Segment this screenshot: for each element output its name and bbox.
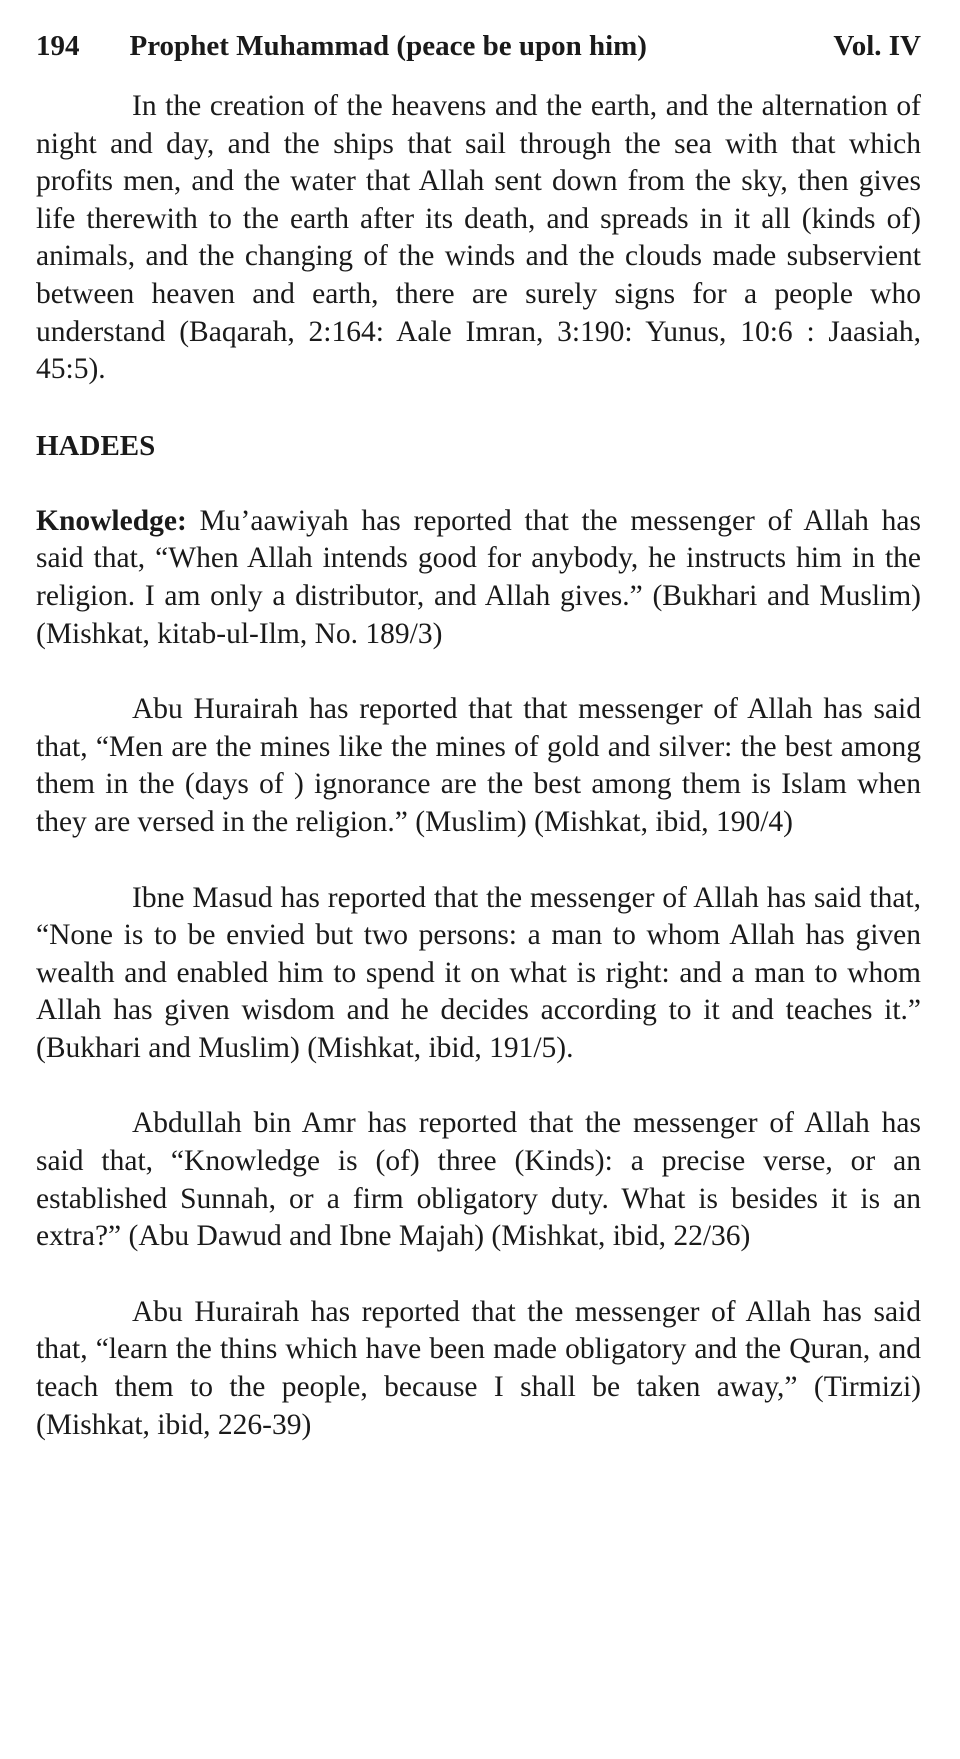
spacer — [36, 465, 921, 503]
hadith-paragraph-4: Abu Hurairah has reported that the messenger of Allah has said that, “learn the thins which have been made obligatory and the Quran, and teach them to the people, because I shall be taken away,” (Tirmizi) (Mishkat, ibid, 226-39) — [36, 1295, 921, 1441]
volume-label: Vol. IV — [833, 30, 921, 62]
section-heading: HADEES — [36, 429, 156, 462]
spacer — [36, 842, 921, 880]
book-page — [36, 24, 921, 1444]
spacer — [36, 653, 921, 691]
spacer — [36, 389, 921, 427]
hadith-paragraph-3: Abdullah bin Amr has reported that the messenger of Allah has said that, “Knowledge is (of) three (Kinds): a precise verse, or an established Sunnah, or a firm obligatory duty. What is besides it is an extra?” (Abu Dawud and Ibne Majah) (Mishkat, ibid, 22/36) — [36, 1107, 921, 1253]
knowledge-text: Mu’aawiyah has reported that the messenger of Allah has said that, “When Allah intends good for anybody, he instructs him in the religion. I am only a distributor, and Allah gives.” (Bukhari and Muslim) (Mishkat, kitab-ul-Ilm, No. 189/3) — [36, 504, 921, 650]
hadith-paragraph-1: Abu Hurairah has reported that that messenger of Allah has said that, “Men are the mines like the mines of gold and silver: the best among them in the (days of ) ignorance are the best among them is Islam when they are versed in the religion.” (Muslim) (Mishkat, ibid, 190/4) — [36, 693, 921, 838]
intro-paragraph: In the creation of the heavens and the earth, and the alternation of night and day, and the ships that sail through the sea with that which profits men, and the water that Allah sent down from the sky, then gives life therewith to the earth after its death, and spreads in it all (kinds of) animals, and the changing of the winds and the clouds made subservient between heaven and earth, there are surely signs for a people who understand (Baqarah, 2:164: Aale Imran, 3:190: Yunus, 10:6 : Jaasiah, 45:5). — [36, 90, 921, 386]
spacer — [36, 1256, 921, 1294]
book-title: Prophet Muhammad (peace be upon him) — [129, 30, 647, 62]
knowledge-paragraph — [36, 503, 921, 653]
knowledge-label: Knowledge: — [36, 504, 187, 537]
hadith-paragraph-2: Ibne Masud has reported that the messenger of Allah has said that, “None is to be envied but two persons: a man to whom Allah has given wealth and enabled him to spend it on what is right: and a man to whom Allah has given wisdom and he decides according to it and teaches it.” (Bukhari and Muslim) (Mishkat, ibid, 191/5). — [36, 881, 921, 1064]
page-number: 194 — [36, 30, 80, 62]
running-header — [36, 24, 921, 68]
spacer — [36, 1067, 921, 1105]
